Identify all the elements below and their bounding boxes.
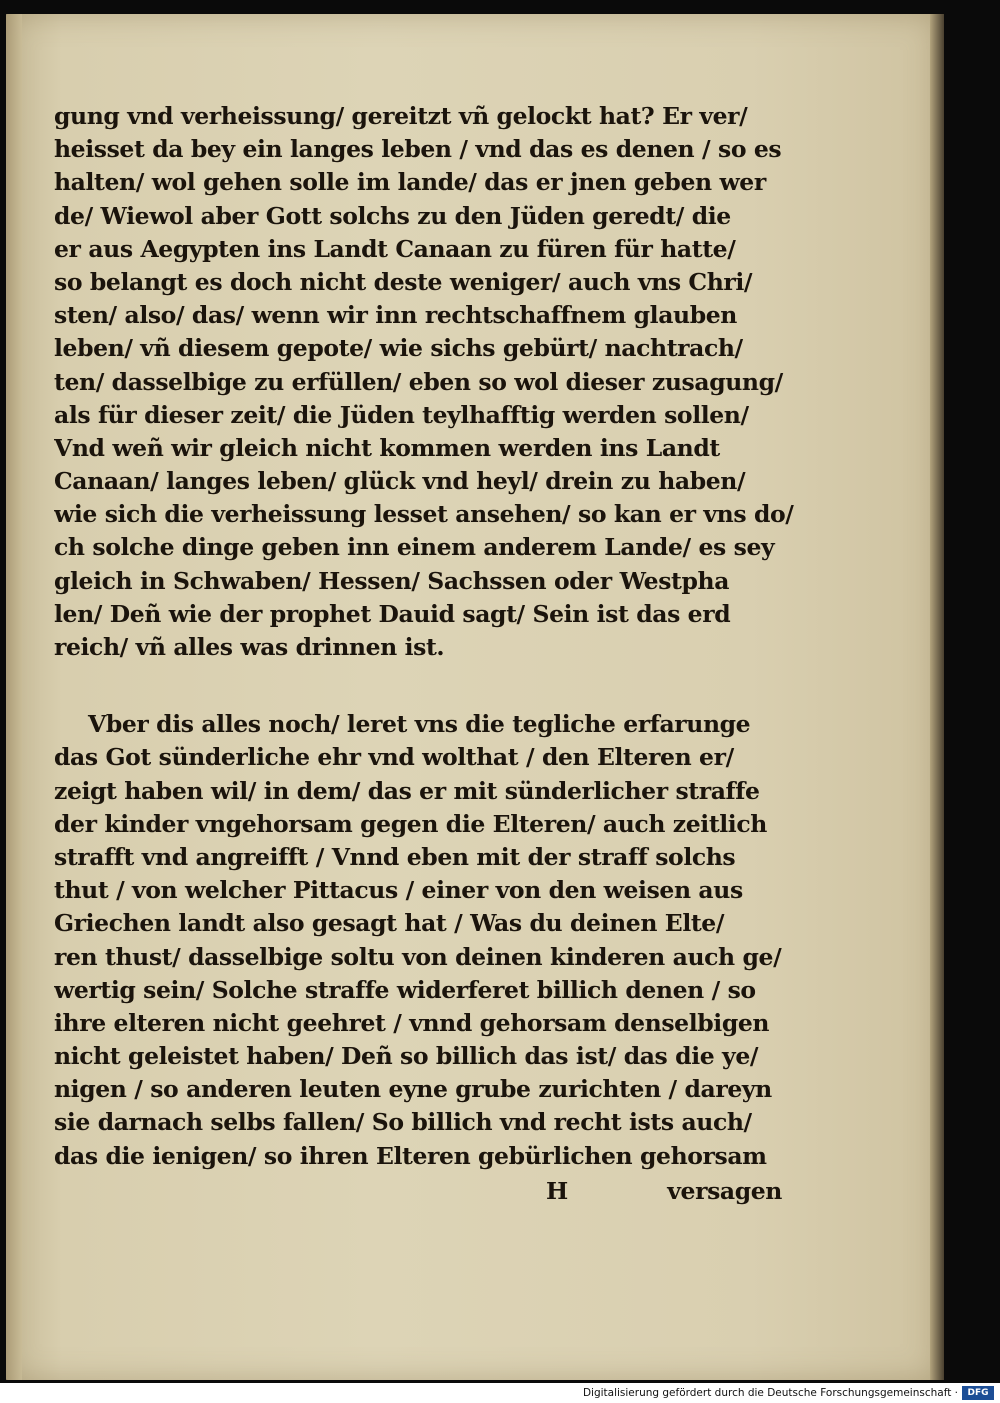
text-line: leben/ vñ diesem gepote/ wie sichs gebürt/ nachtrach/ xyxy=(54,334,743,363)
catchword: versagen xyxy=(667,1176,782,1205)
footer-credit: Digitalisierung gefördert durch die Deutsche Forschungsgemeinschaft · xyxy=(582,1387,958,1399)
text-line: sie darnach selbs fallen/ So billich vnd recht ists auch/ xyxy=(54,1108,752,1137)
text-line: wie sich die verheissung lesset ansehen/ so kan er vns do/ xyxy=(54,500,794,529)
text-line: ten/ dasselbige zu erfüllen/ eben so wol dieser zusagung/ xyxy=(54,367,783,396)
text-line: halten/ wol gehen solle im lande/ das er jnen geben wer xyxy=(54,168,766,197)
text-line: gung vnd verheissung/ gereitzt vñ gelockt hat? Er ver/ xyxy=(54,102,748,130)
text-line: als für dieser zeit/ die Jüden teylhafftig werden sollen/ xyxy=(54,400,749,429)
page-gutter-shadow xyxy=(6,14,22,1380)
text-line: Canaan/ langes leben/ glück vnd heyl/ drein zu haben/ xyxy=(54,467,746,496)
text-line: Vber dis alles noch/ leret vns die tegliche erfarunge xyxy=(88,710,751,739)
text-line: thut / von welcher Pittacus / einer von den weisen aus xyxy=(54,876,743,905)
text-line: Griechen landt also gesagt hat / Was du deinen Elte/ xyxy=(54,909,725,938)
digitization-footer xyxy=(0,1383,1000,1403)
paragraph-1 xyxy=(54,100,794,664)
page-text xyxy=(54,100,794,1209)
text-line: Vnd weñ wir gleich nicht kommen werden ins Landt xyxy=(54,433,720,462)
page-foot-row xyxy=(54,1173,794,1209)
text-line: ren thust/ dasselbige soltu von deinen kinderen auch ge/ xyxy=(54,942,782,971)
dfg-logo: DFG xyxy=(962,1386,994,1400)
page-right-edge xyxy=(930,14,944,1380)
text-line: das die ienigen/ so ihren Elteren gebürlichen gehorsam xyxy=(54,1141,767,1170)
text-line: sten/ also/ das/ wenn wir inn rechtschaffnem glauben xyxy=(54,301,737,330)
text-line: er aus Aegypten ins Landt Canaan zu füren für hatte/ xyxy=(54,234,736,263)
text-line: strafft vnd angreifft / Vnnd eben mit der straff solchs xyxy=(54,842,736,871)
text-line: gleich in Schwaben/ Hessen/ Sachssen oder Westpha xyxy=(54,566,730,595)
text-line: so belangt es doch nicht deste weniger/ auch vns Chri/ xyxy=(54,267,753,296)
text-line: nicht geleistet haben/ Deñ so billich das ist/ das die ye/ xyxy=(54,1042,759,1071)
text-line: len/ Deñ wie der prophet Dauid sagt/ Sein ist das erd xyxy=(54,599,731,628)
text-line: heisset da bey ein langes leben / vnd das es denen / so es xyxy=(54,135,782,164)
text-line: wertig sein/ Solche straffe widerferet billich denen / so xyxy=(54,975,756,1004)
paragraph-2 xyxy=(54,708,794,1173)
text-line: ch solche dinge geben inn einem anderem Lande/ es sey xyxy=(54,533,775,562)
text-line: zeigt haben wil/ in dem/ das er mit sünderlicher straffe xyxy=(54,776,760,805)
signature-mark: H xyxy=(546,1176,568,1205)
text-line: nigen / so anderen leuten eyne grube zurichten / dareyn xyxy=(54,1075,772,1104)
text-line: das Got sünderliche ehr vnd wolthat / den Elteren er/ xyxy=(54,743,734,772)
text-line: der kinder vngehorsam gegen die Elteren/ auch zeitlich xyxy=(54,809,767,838)
text-line: reich/ vñ alles was drinnen ist. xyxy=(54,633,445,661)
text-line: ihre elteren nicht geehret / vnnd gehorsam denselbigen xyxy=(54,1008,770,1037)
text-line: de/ Wiewol aber Gott solchs zu den Jüden geredt/ die xyxy=(54,201,731,230)
